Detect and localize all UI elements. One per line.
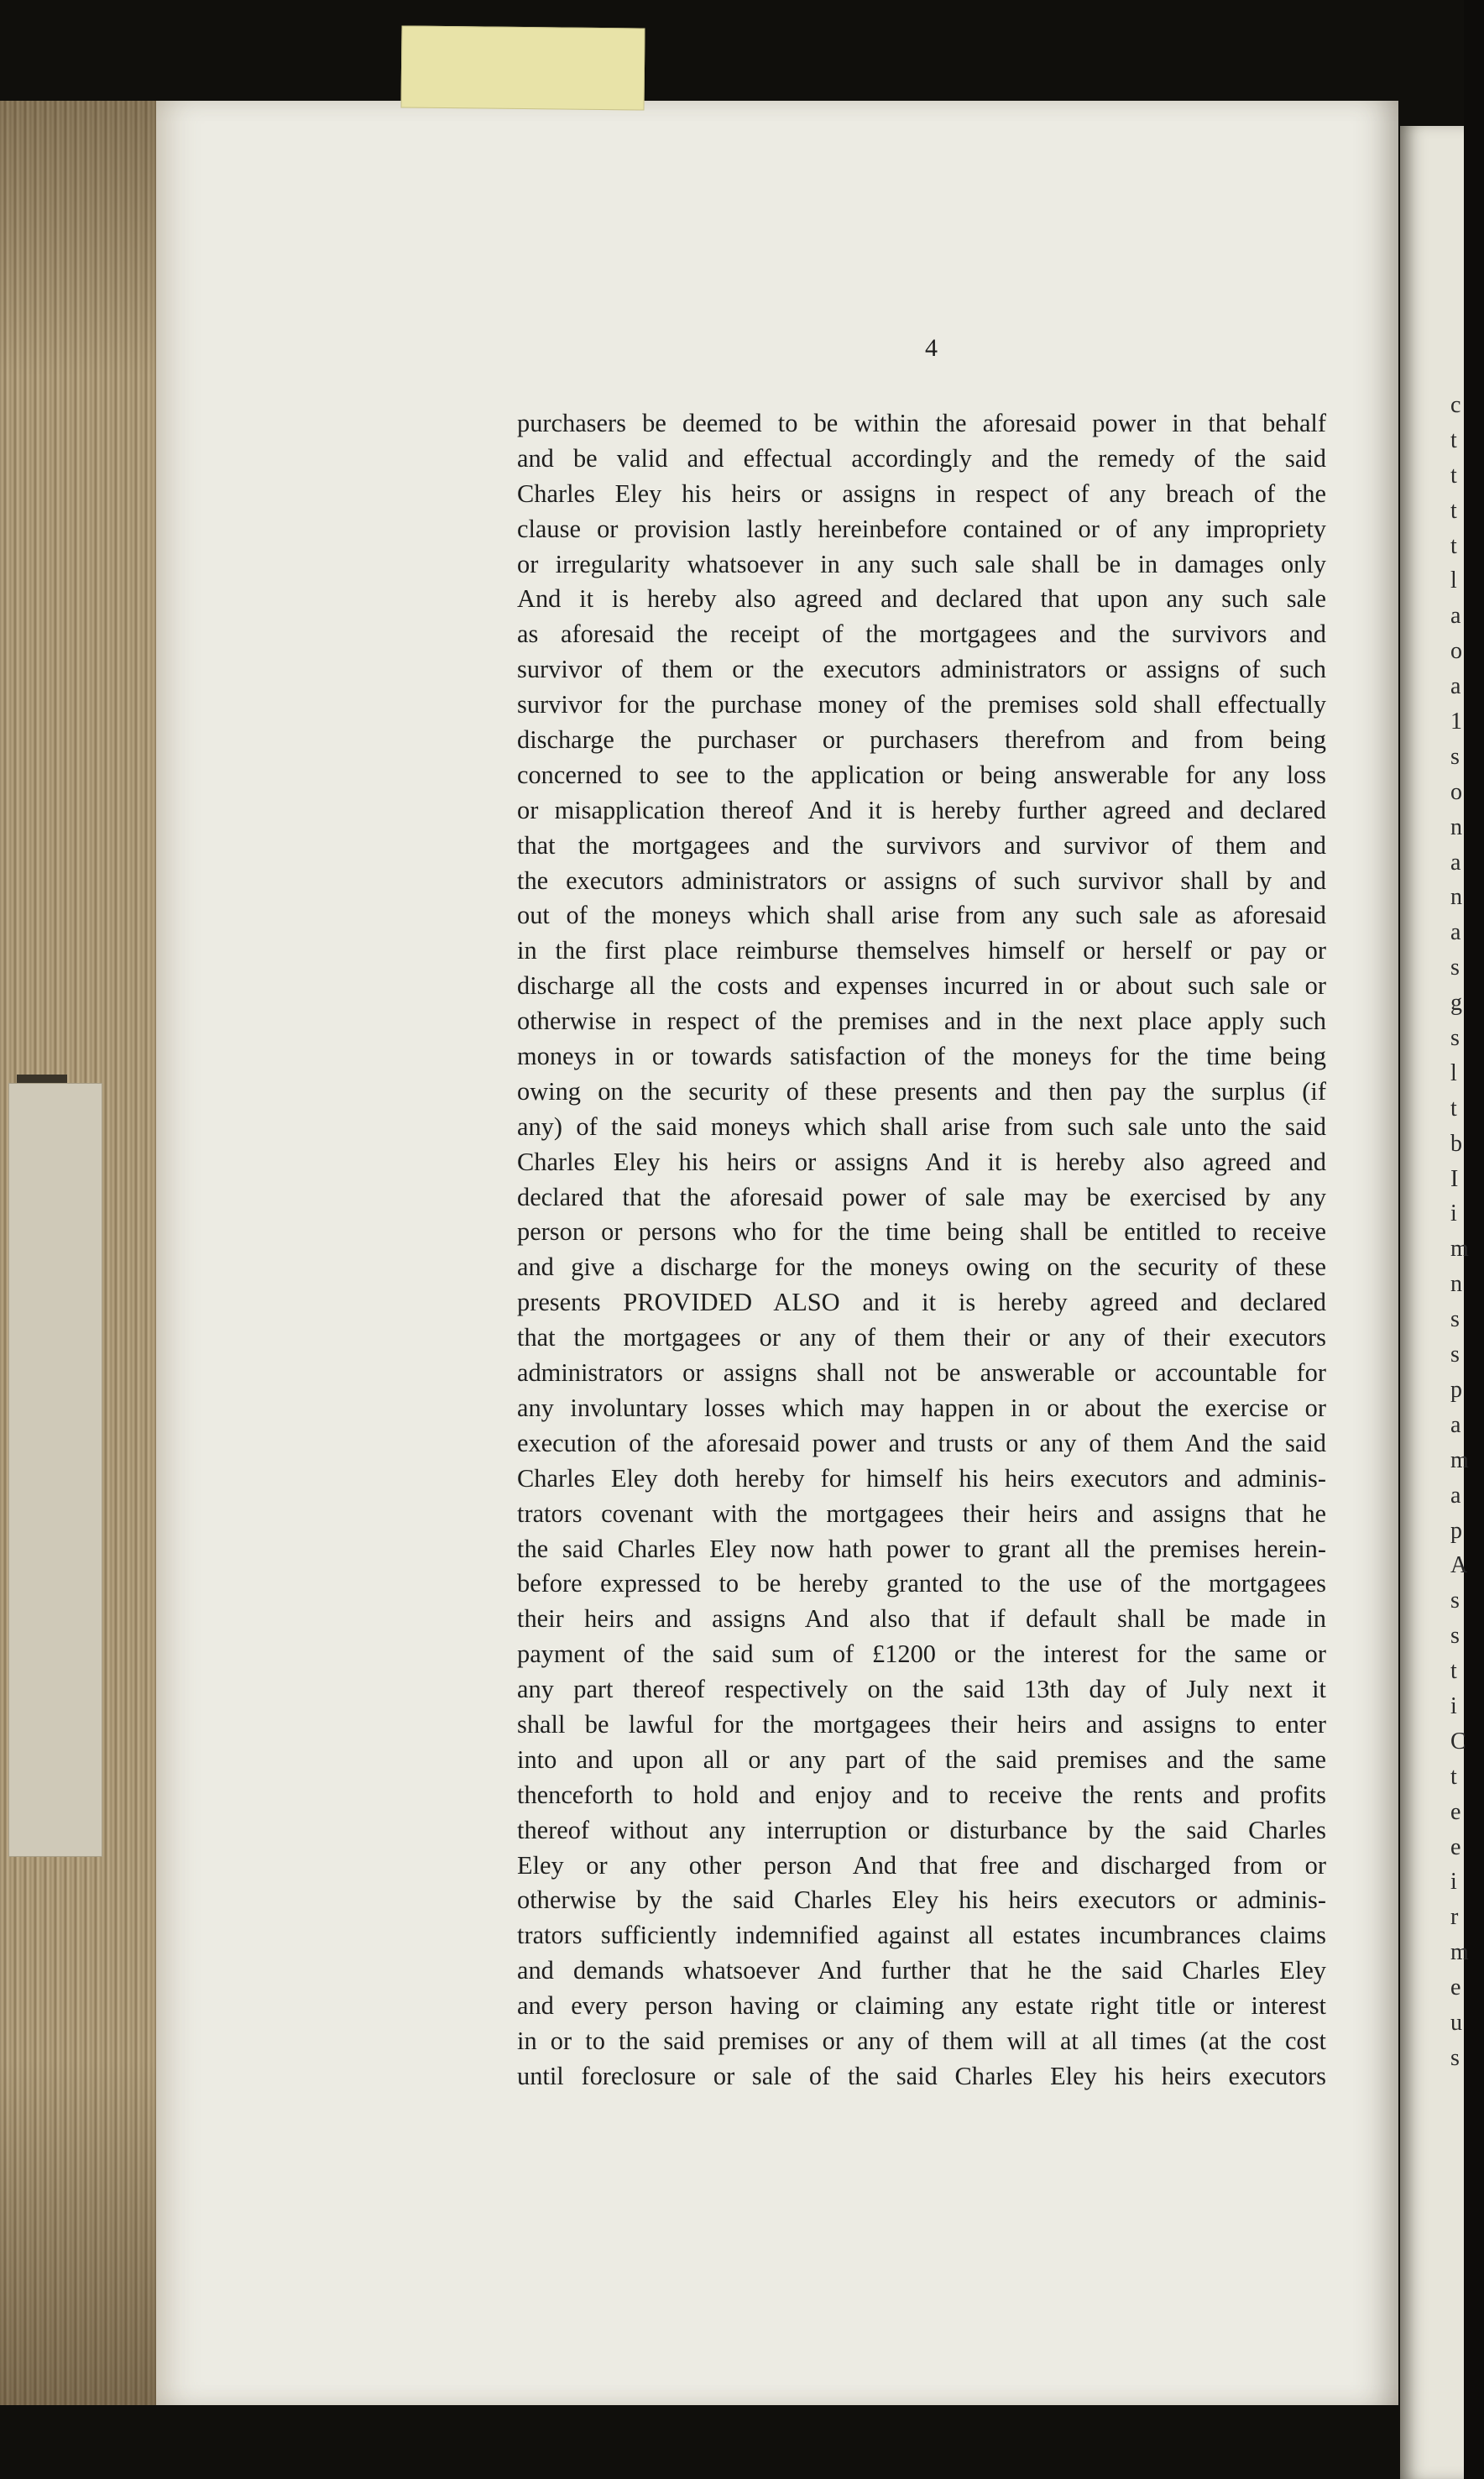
- facing-page-fragment: u: [1450, 2009, 1462, 2036]
- text-line: thereof without any interruption or disturbance by the said Charles: [517, 1815, 1326, 1844]
- text-line: And it is hereby also agreed and declared that upon any such sale: [517, 584, 1326, 614]
- facing-page-fragment: r: [1450, 1904, 1459, 1931]
- facing-page-fragment: n: [1450, 1271, 1462, 1298]
- facing-page-fragment: A: [1450, 1552, 1468, 1579]
- facing-page-fragment: m: [1450, 1446, 1469, 1473]
- text-line: thenceforth to hold and enjoy and to receive the rents and profits: [517, 1780, 1326, 1809]
- facing-page-fragment: s: [1450, 1623, 1460, 1650]
- facing-page-fragment: a: [1450, 1411, 1461, 1438]
- facing-page-fragment: e: [1450, 1833, 1461, 1860]
- text-line: clause or provision lastly hereinbefore contained or of any impropriety: [517, 514, 1326, 543]
- text-line: any involuntary losses which may happen in or about the exercise or: [517, 1393, 1326, 1422]
- facing-page-fragment: a: [1450, 849, 1461, 876]
- text-line: execution of the aforesaid power and trusts or any of them And the said: [517, 1428, 1326, 1457]
- text-line: moneys in or towards satisfaction of the moneys for the time being: [517, 1042, 1326, 1071]
- facing-page-fragment: l: [1450, 1059, 1457, 1086]
- page-number: 4: [925, 334, 938, 362]
- sticky-note: [400, 25, 645, 110]
- text-line: any part thereof respectively on the said 13th day of July next it: [517, 1675, 1326, 1704]
- text-line: and demands whatsoever And further that he the said Charles Eley: [517, 1956, 1326, 1985]
- facing-page-fragment: a: [1450, 673, 1461, 700]
- text-line: until foreclosure or sale of the said Charles Eley his heirs executors: [517, 2061, 1326, 2090]
- text-line: in the first place reimburse themselves himself or herself or pay or: [517, 936, 1326, 965]
- text-line: administrators or assigns shall not be answerable or accountable for: [517, 1358, 1326, 1388]
- facing-page-fragment: c: [1450, 392, 1461, 418]
- facing-page-fragment: m: [1450, 1939, 1469, 1966]
- facing-page-fragment: p: [1450, 1517, 1462, 1544]
- text-line: that the mortgagees or any of them their or any of their executors: [517, 1323, 1326, 1352]
- text-line: as aforesaid the receipt of the mortgagees and the survivors and: [517, 620, 1326, 649]
- text-line: Charles Eley doth hereby for himself his heirs executors and adminis-: [517, 1463, 1326, 1493]
- facing-page-fragment: e: [1450, 1798, 1461, 1825]
- text-line: trators sufficiently indemnified against all estates incumbrances claims: [517, 1921, 1326, 1950]
- facing-page-fragment: s: [1450, 1587, 1460, 1614]
- text-line: survivor for the purchase money of the premises sold shall effectually: [517, 690, 1326, 719]
- facing-page-fragment: s: [1450, 2044, 1460, 2071]
- text-line: purchasers be deemed to be within the aforesaid power in that behalf: [517, 409, 1326, 437]
- text-line: payment of the said sum of £1200 or the interest for the same or: [517, 1640, 1326, 1669]
- text-line: discharge the purchaser or purchasers therefrom and from being: [517, 725, 1326, 755]
- text-line: Charles Eley his heirs or assigns And it is hereby also agreed and: [517, 1147, 1326, 1176]
- text-line: or irregularity whatsoever in any such sale shall be in damages only: [517, 549, 1326, 578]
- text-line: or misapplication thereof And it is hereby further agreed and declared: [517, 795, 1326, 824]
- text-line: and be valid and effectual accordingly and the remedy of the said: [517, 443, 1326, 473]
- text-line: their heirs and assigns And also that if default shall be made in: [517, 1604, 1326, 1634]
- text-line: declared that the aforesaid power of sale may be exercised by any: [517, 1182, 1326, 1211]
- facing-page-fragment: a: [1450, 919, 1461, 946]
- facing-page-fragment: C: [1450, 1728, 1466, 1755]
- facing-page-fragment: t: [1450, 1095, 1457, 1122]
- facing-page-fragment: s: [1450, 1306, 1460, 1333]
- facing-page-fragment: l: [1450, 567, 1457, 594]
- inserted-slip: [8, 1083, 102, 1857]
- text-line: concerned to see to the application or being answerable for any loss: [517, 760, 1326, 789]
- facing-page-fragment: n: [1450, 884, 1462, 911]
- facing-page-fragment: n: [1450, 813, 1462, 840]
- text-line: presents PROVIDED ALSO and it is hereby agreed and declared: [517, 1288, 1326, 1317]
- text-line: survivor of them or the executors administrators or assigns of such: [517, 655, 1326, 684]
- facing-page-fragment: a: [1450, 1482, 1461, 1509]
- text-line: discharge all the costs and expenses incurred in or about such sale or: [517, 971, 1326, 1001]
- facing-page-fragment: i: [1450, 1869, 1457, 1896]
- facing-page-fragment: g: [1450, 990, 1462, 1017]
- facing-page-text-fragments: [1450, 388, 1484, 2076]
- facing-page-fragment: s: [1450, 954, 1460, 981]
- facing-page-fragment: t: [1450, 1658, 1457, 1685]
- text-line: the executors administrators or assigns of such survivor shall by and: [517, 866, 1326, 895]
- facing-page-fragment: e: [1450, 1974, 1461, 2001]
- text-line: person or persons who for the time being shall be entitled to receive: [517, 1217, 1326, 1247]
- facing-page-fragment: t: [1450, 532, 1457, 559]
- text-line: Charles Eley his heirs or assigns in respect of any breach of the: [517, 479, 1326, 508]
- text-line: shall be lawful for the mortgagees their heirs and assigns to enter: [517, 1709, 1326, 1739]
- text-line: otherwise by the said Charles Eley his heirs executors or adminis-: [517, 1885, 1326, 1915]
- facing-page-fragment: i: [1450, 1692, 1457, 1719]
- facing-page-fragment: p: [1450, 1376, 1462, 1403]
- facing-page-fragment: o: [1450, 638, 1462, 665]
- facing-page-fragment: m: [1450, 1236, 1469, 1263]
- facing-page-fragment: I: [1450, 1165, 1459, 1192]
- facing-page-fragment: t: [1450, 497, 1457, 524]
- facing-page-fragment: s: [1450, 1025, 1460, 1052]
- text-line: Eley or any other person And that free and discharged from or: [517, 1850, 1326, 1880]
- text-line: the said Charles Eley now hath power to grant all the premises herein-: [517, 1534, 1326, 1563]
- text-line: and every person having or claiming any estate right title or interest: [517, 1991, 1326, 2021]
- facing-page-fragment: 1: [1450, 709, 1462, 735]
- facing-page-fragment: s: [1450, 743, 1460, 770]
- facing-page-fragment: a: [1450, 603, 1461, 630]
- facing-page-fragment: s: [1450, 1341, 1460, 1368]
- text-line: owing on the security of these presents and then pay the surplus (if: [517, 1076, 1326, 1106]
- text-line: before expressed to be hereby granted to the use of the mortgagees: [517, 1569, 1326, 1598]
- text-line: trators covenant with the mortgagees their heirs and assigns that he: [517, 1498, 1326, 1528]
- text-line: that the mortgagees and the survivors and survivor of them and: [517, 830, 1326, 860]
- text-line: otherwise in respect of the premises and in the next place apply such: [517, 1007, 1326, 1036]
- text-line: out of the moneys which shall arise from any such sale as aforesaid: [517, 901, 1326, 930]
- text-line: and give a discharge for the moneys owing on the security of these: [517, 1253, 1326, 1282]
- facing-page-fragment: t: [1450, 426, 1457, 453]
- text-line: any) of the said moneys which shall arise from such sale unto the said: [517, 1111, 1326, 1141]
- facing-page-fragment: i: [1450, 1200, 1457, 1227]
- facing-page-fragment: b: [1450, 1130, 1462, 1157]
- facing-page-fragment: o: [1450, 778, 1462, 805]
- text-line: in or to the said premises or any of them will at all times (at the cost: [517, 2026, 1326, 2055]
- body-text: [517, 406, 1326, 2095]
- facing-page-fragment: t: [1450, 462, 1457, 489]
- facing-page-fragment: t: [1450, 1763, 1457, 1790]
- text-line: into and upon all or any part of the said premises and the same: [517, 1744, 1326, 1774]
